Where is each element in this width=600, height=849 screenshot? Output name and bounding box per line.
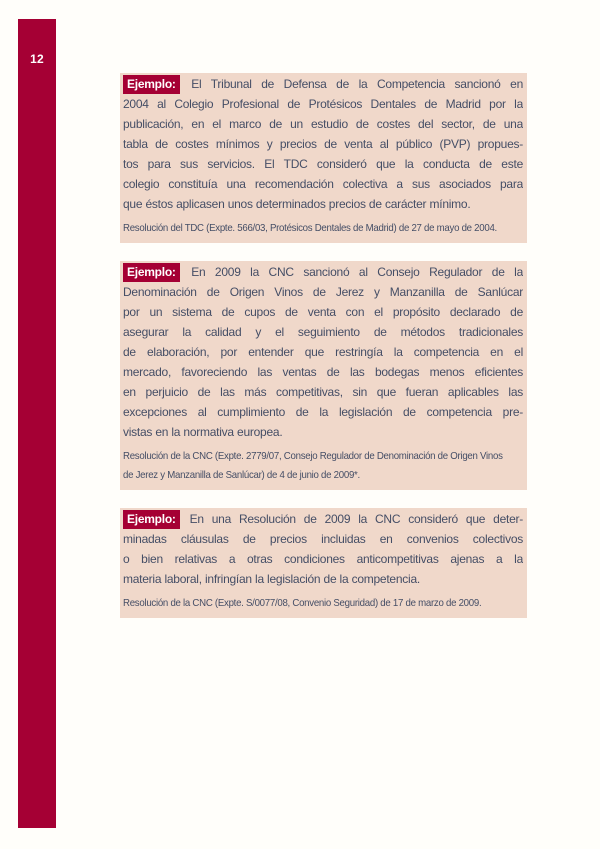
body-line: publicación, en el marco de un estudio de costes del sector, de una <box>123 117 523 131</box>
example-box-2 <box>120 261 527 490</box>
body-line: Denominación de Origen Vinos de Jerez y Manzanilla de Sanlúcar <box>123 285 523 299</box>
example-box-1 <box>120 73 527 243</box>
body-line: por un sistema de cupos de venta con el propósito declarado de <box>123 305 523 319</box>
citation-line: Resolución de la CNC (Expte. 2779/07, Consejo Regulador de Denominación de Origen Vinos <box>123 450 503 462</box>
body-line: tabla de costes mínimos y precios de venta al público (PVP) propues- <box>123 137 523 151</box>
body-line: Ejemplo: El Tribunal de Defensa de la Competencia sancionó en <box>123 74 523 94</box>
body-line: vistas en la normativa europea. <box>123 425 283 439</box>
citation-line: Resolución del TDC (Expte. 566/03, Protésicos Dentales de Madrid) de 27 de mayo de 2004. <box>123 222 497 234</box>
body-line: que éstos aplicasen unos determinados precios de carácter mínimo. <box>123 197 471 211</box>
page-number: 12 <box>30 52 44 66</box>
body-line: colegio constituía una recomendación colectiva a sus asociados para <box>123 177 523 191</box>
body-line: asegurar la calidad y el seguimiento de métodos tradicionales <box>123 325 523 339</box>
body-line: Ejemplo: En una Resolución de 2009 la CNC consideró que deter- <box>123 509 523 529</box>
citation-footer <box>123 447 523 485</box>
body-line: excepciones al cumplimiento de la legislación de competencia pre- <box>123 405 523 419</box>
citation-line: Resolución de la CNC (Expte. S/0077/08, Convenio Seguridad) de 17 de marzo de 2009. <box>123 597 482 609</box>
left-accent-bar <box>18 19 56 828</box>
ejemplo-label: Ejemplo: <box>123 510 180 529</box>
body-line: tos para sus servicios. El TDC consideró que la conducta de este <box>123 157 523 171</box>
body-line: o bien relativas a otras condiciones anticompetitivas ajenas a la <box>123 552 523 566</box>
body-line: materia laboral, infringían la legislación de la competencia. <box>123 572 420 586</box>
citation-line: de Jerez y Manzanilla de Sanlúcar) de 4 de junio de 2009*. <box>123 469 360 481</box>
citation-footer <box>123 219 523 238</box>
body-line: mercado, favoreciendo las ventas de las bodegas menos eficientes <box>123 365 523 379</box>
body-line: de elaboración, por entender que restringía la competencia en el <box>123 345 523 359</box>
body-line: en perjuicio de las más competitivas, sin que fueran aplicables las <box>123 385 523 399</box>
body-line: Ejemplo: En 2009 la CNC sancionó al Consejo Regulador de la <box>123 262 523 282</box>
citation-footer <box>123 594 523 613</box>
content-column <box>120 73 527 636</box>
example-box-3 <box>120 508 527 618</box>
ejemplo-label: Ejemplo: <box>123 263 180 282</box>
ejemplo-label: Ejemplo: <box>123 75 180 94</box>
body-line: minadas cláusulas de precios incluidas en convenios colectivos <box>123 532 523 546</box>
body-line: 2004 al Colegio Profesional de Protésicos Dentales de Madrid por la <box>123 97 523 111</box>
